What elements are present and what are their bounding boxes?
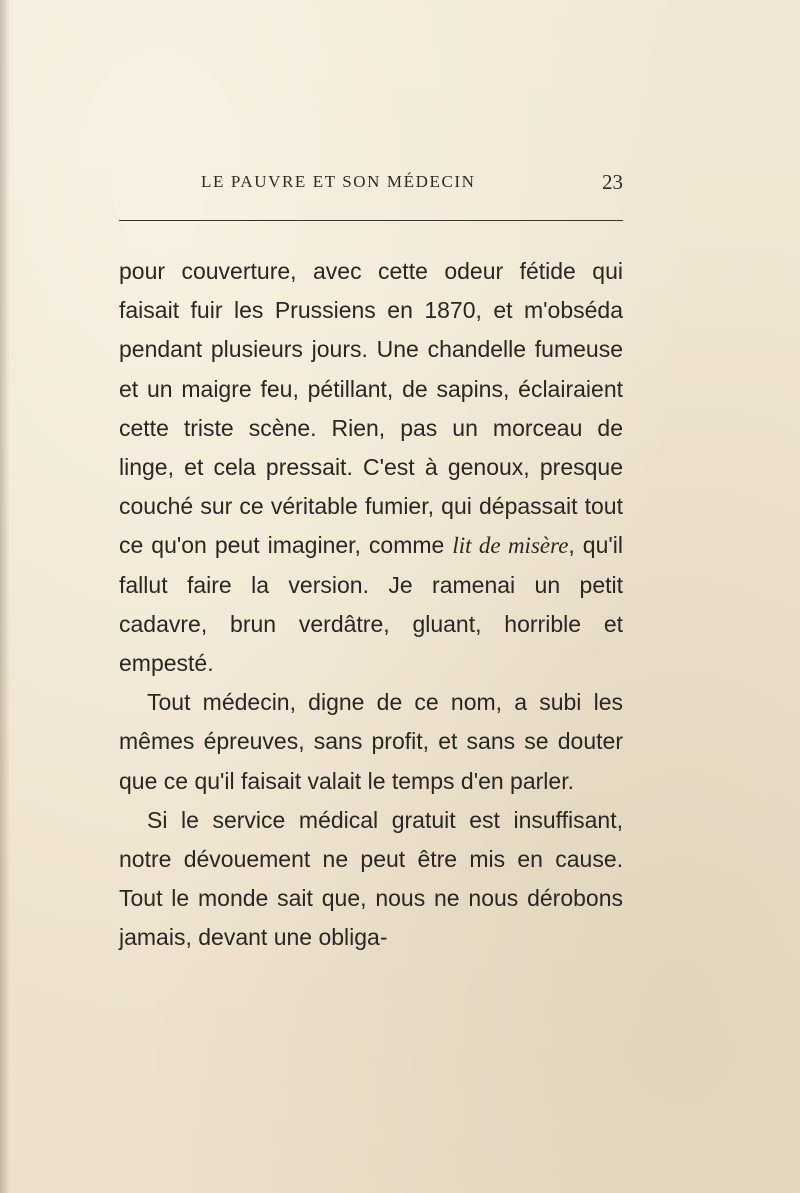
body-text — [119, 252, 623, 958]
page-number: 23 — [602, 170, 623, 194]
paragraph-1-text-after: , qu'il fallut faire la version. Je ramenai un petit cadavre, brun verdâtre, gluant, horrible et empesté. — [119, 532, 623, 677]
running-head — [119, 172, 623, 202]
running-title: LE PAUVRE ET SON MÉDECIN — [201, 172, 476, 191]
paragraph-2: Tout médecin, digne de ce nom, a subi les mêmes épreuves, sans profit, et sans se douter que ce qu'il faisait valait le temps d'en parler. — [119, 689, 623, 794]
header-rule — [119, 220, 623, 221]
paragraph-3: Si le service médical gratuit est insuffisant, notre dévouement ne peut être mis en cause. Tout le monde sait que, nous ne nous dérobons jamais, devant une obliga- — [119, 806, 623, 951]
paragraph-1 — [119, 252, 623, 683]
paragraph-1-text-before: pour couverture, avec cette odeur fétide qui faisait fuir les Prussiens en 1870, et m'obséda pendant plusieurs jours. Une chandelle fumeuse et un maigre feu, pétillant, de sapins, éclairaient cette triste scène. Rien, pas un morceau de linge, et cela pressait. C'est à genoux, presque couché sur ce véritable fumier, qui dépassait tout ce qu'on peut imaginer, comme — [119, 258, 623, 559]
paragraph-1-italic-phrase: lit de misère — [452, 533, 569, 559]
page-edge-shadow — [0, 0, 10, 1193]
